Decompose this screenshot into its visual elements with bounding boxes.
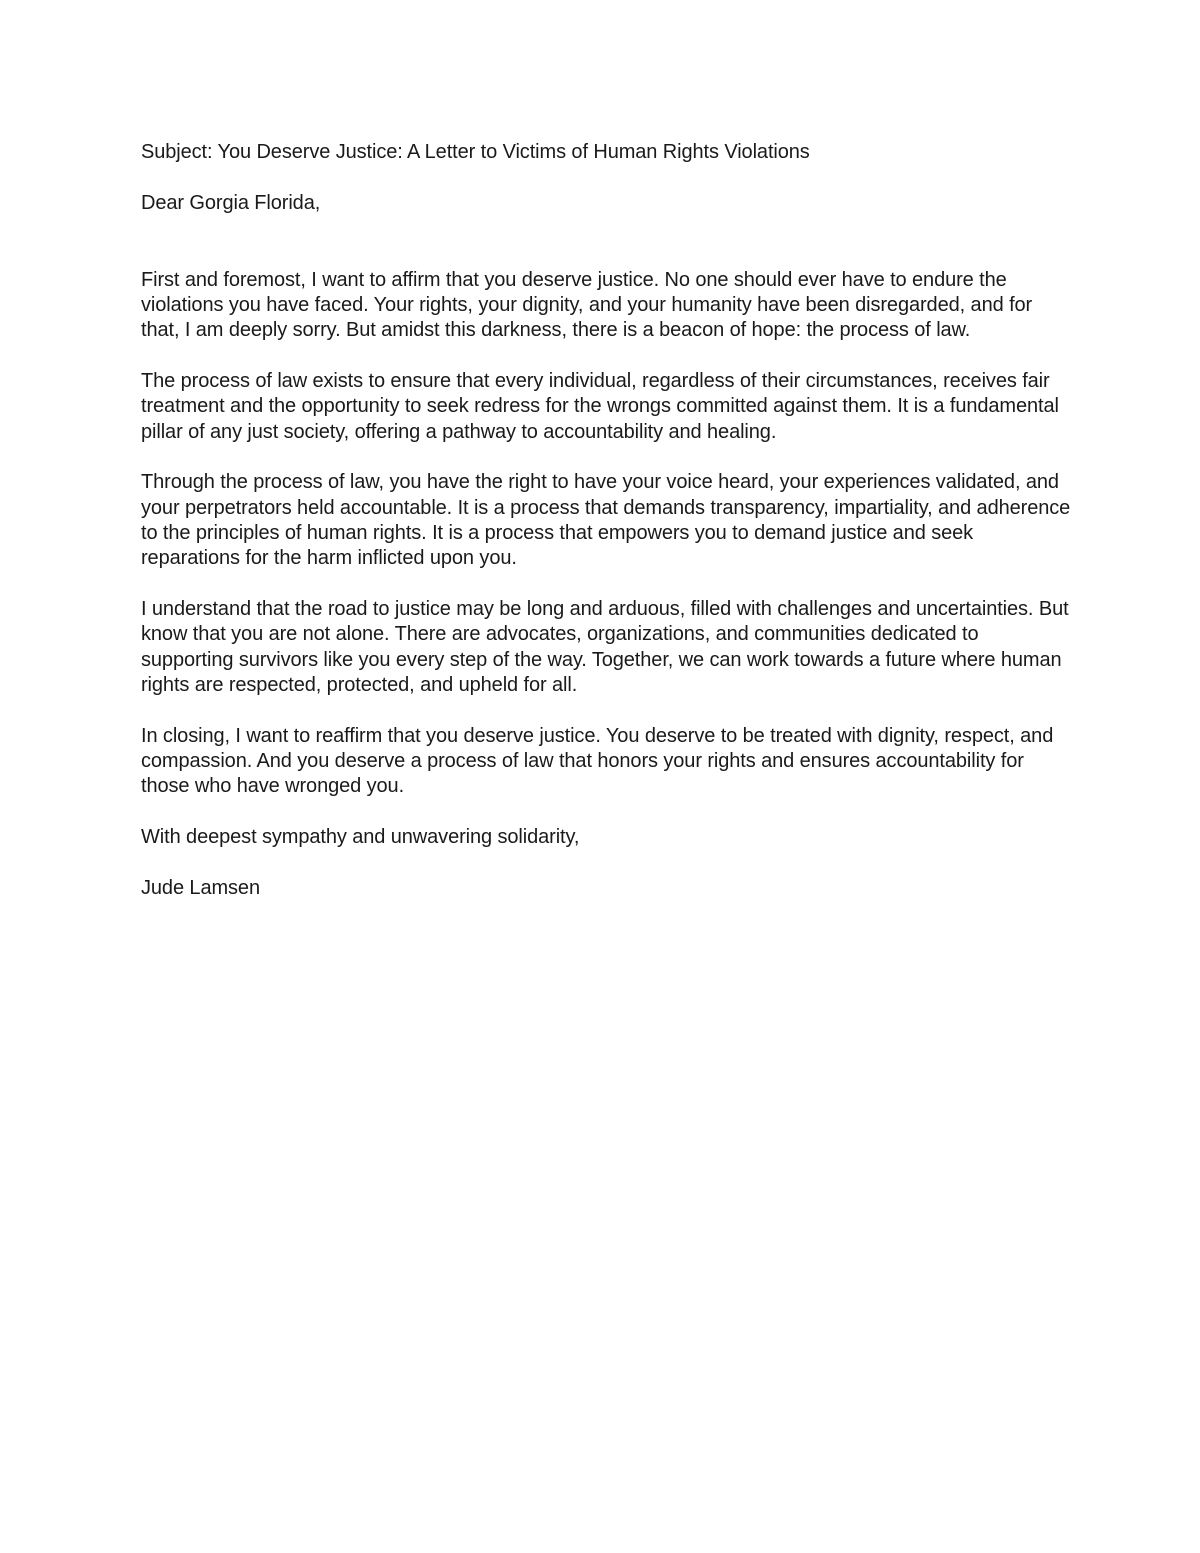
letter-signature: Jude Lamsen: [141, 876, 260, 899]
paragraph-4: I understand that the road to justice may be long and arduous, filled with challenges and uncertainties. But know that you are not alone. There are advocates, organizations, and communities dedicated to supporting survivors like you every step of the way. Together, we can work towards a future where human rights are respected, protected, and upheld for all.: [141, 598, 1069, 696]
paragraph-2: The process of law exists to ensure that every individual, regardless of their circumstances, receives fair treatment and the opportunity to seek redress for the wrongs committed against them. It is a fundamental pillar of any just society, offering a pathway to accountability and healing.: [141, 369, 1059, 443]
letter-subject: Subject: You Deserve Justice: A Letter to Victims of Human Rights Violations: [141, 141, 810, 163]
letter-salutation: Dear Gorgia Florida,: [141, 192, 321, 215]
paragraph-1: First and foremost, I want to affirm that you deserve justice. No one should ever have to endure the violations you have faced. Your rights, your dignity, and your humanity have been disregarded, and for that, I am deeply sorry. But amidst this darkness, there is a beacon of hope: the process of law.: [141, 268, 1033, 342]
letter-body: [141, 140, 1071, 901]
paragraph-3: Through the process of law, you have the right to have your voice heard, your experiences validated, and your perpetrators held accountable. It is a process that demands transparency, impartiality, and adherence to the principles of human rights. It is a process that empowers you to demand justice and seek reparations for the harm inflicted upon you.: [141, 471, 1071, 570]
letter-closing: With deepest sympathy and unwavering solidarity,: [141, 826, 580, 849]
paragraph-5: In closing, I want to reaffirm that you deserve justice. You deserve to be treated with dignity, respect, and compassion. And you deserve a process of law that honors your rights and ensures accountability for those who have wronged you.: [141, 724, 1054, 798]
